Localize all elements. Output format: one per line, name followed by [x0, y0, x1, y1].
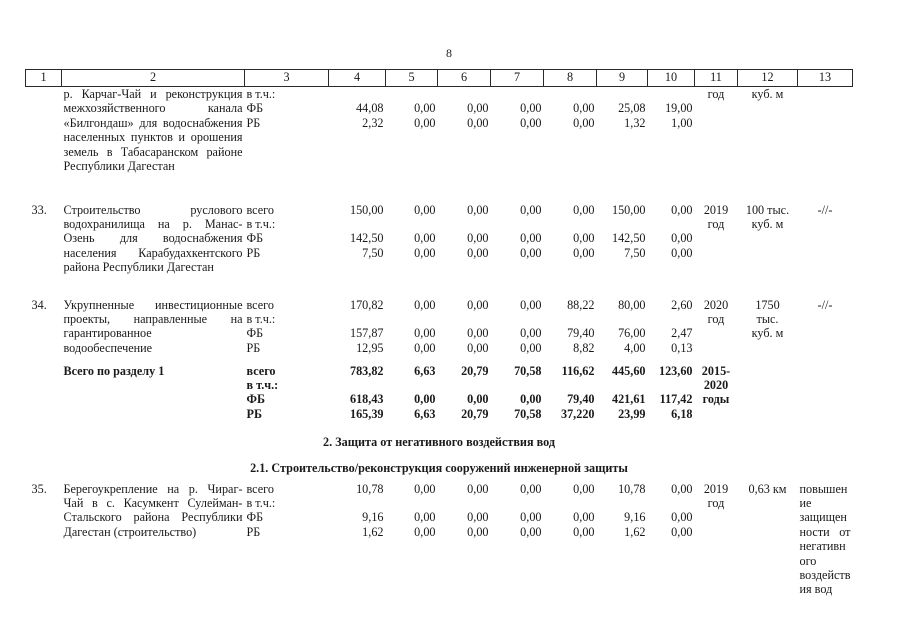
capacity-line: тыс.: [756, 311, 779, 326]
amount-value: [331, 496, 384, 510]
amount-value: 0,00: [520, 510, 542, 525]
amount-cell: [491, 482, 544, 597]
amount-value: 0,00: [573, 231, 595, 246]
funding-type-label: ФБ: [246, 392, 266, 407]
funding-type-label: всего: [246, 481, 274, 496]
amount-value: 0,00: [467, 231, 489, 246]
amount-value: 10,78: [618, 481, 646, 496]
amount-value: 0,00: [414, 245, 436, 260]
amount-value: 0,00: [573, 245, 595, 260]
amount-value: 0,00: [671, 202, 693, 217]
amount-value: [599, 87, 646, 101]
amount-cell: [648, 87, 695, 203]
amount-value: 0,00: [467, 524, 489, 539]
amount-value: 0,00: [414, 392, 436, 407]
amount-value: 0,00: [414, 297, 436, 312]
year-cell: [695, 482, 738, 597]
amount-value: [440, 496, 489, 510]
amount-value: 421,61: [611, 392, 646, 407]
amount-value: 70,58: [514, 406, 542, 421]
amount-cell: [544, 87, 597, 203]
amount-value: [331, 87, 384, 101]
amount-value: 0,00: [467, 340, 489, 355]
amount-value: 150,00: [611, 202, 646, 217]
amount-value: 20,79: [461, 406, 489, 421]
amount-value: 0,00: [414, 510, 436, 525]
column-number-cell: 7: [491, 70, 544, 87]
amount-cell: [386, 364, 438, 430]
row-number: 35.: [31, 481, 47, 496]
column-number-cell: 3: [245, 70, 329, 87]
amount-value: 0,00: [520, 231, 542, 246]
amount-value: [493, 496, 542, 510]
funding-type-label: РБ: [246, 524, 261, 539]
funding-type-label: РБ: [246, 406, 263, 421]
funding-type: [245, 203, 329, 298]
amount-value: [388, 496, 436, 510]
amount-value: [440, 217, 489, 231]
table-row: [26, 203, 853, 298]
amount-value: 0,00: [414, 524, 436, 539]
column-number-cell: 4: [329, 70, 386, 87]
year-line: год: [707, 495, 725, 510]
column-number-cell: 8: [544, 70, 597, 87]
amount-value: [493, 87, 542, 101]
amount-value: 0,13: [671, 340, 693, 355]
amount-value: 0,00: [573, 115, 595, 130]
funding-type-label: в т.ч.:: [246, 311, 276, 326]
amount-cell: [329, 482, 386, 597]
funding-type-label: ФБ: [246, 326, 264, 341]
column-number-cell: 11: [695, 70, 738, 87]
funding-type-label: РБ: [246, 245, 261, 260]
amount-cell: [386, 298, 438, 364]
amount-value: 150,00: [349, 202, 384, 217]
amount-value: [331, 378, 384, 392]
amount-value: 0,00: [520, 481, 542, 496]
total-label: Всего по разделу 1: [63, 363, 165, 378]
amount-value: [388, 217, 436, 231]
amount-value: 445,60: [611, 363, 646, 378]
amount-value: 6,63: [414, 406, 436, 421]
amount-cell: [597, 364, 648, 430]
effect-cell: [798, 364, 853, 430]
amount-value: 0,00: [573, 101, 595, 116]
amount-value: 0,00: [671, 231, 693, 246]
funding-type-label: РБ: [246, 115, 261, 130]
amount-cell: [544, 364, 597, 430]
program-table: [25, 69, 853, 597]
amount-value: [440, 378, 489, 392]
amount-value: 170,82: [349, 297, 384, 312]
amount-value: 79,40: [567, 392, 595, 407]
amount-value: 0,00: [467, 115, 489, 130]
amount-value: [331, 312, 384, 326]
amount-value: 1,00: [671, 115, 693, 130]
amount-value: 0,00: [671, 481, 693, 496]
amount-cell: [544, 298, 597, 364]
capacity-line: куб. м: [751, 326, 784, 341]
page-number: 8: [446, 46, 452, 60]
amount-value: 0,00: [467, 202, 489, 217]
capacity-cell: куб. м: [751, 87, 784, 101]
amount-value: [493, 312, 542, 326]
funding-type: [245, 364, 329, 430]
amount-value: 0,00: [414, 231, 436, 246]
amount-cell: [597, 298, 648, 364]
funding-type-label: всего: [246, 202, 274, 217]
amount-value: 1,62: [624, 524, 646, 539]
table-row: [26, 87, 853, 203]
column-number-cell: 1: [26, 70, 62, 87]
amount-cell: [597, 87, 648, 203]
amount-value: [650, 312, 693, 326]
amount-value: [650, 496, 693, 510]
row-number: 33.: [31, 202, 47, 217]
amount-value: 0,00: [520, 101, 542, 116]
amount-value: 0,00: [520, 524, 542, 539]
amount-value: 0,00: [414, 340, 436, 355]
amount-value: 0,00: [671, 245, 693, 260]
subsection-title: [26, 456, 853, 482]
amount-value: 0,00: [520, 297, 542, 312]
amount-cell: [329, 87, 386, 203]
amount-value: [650, 217, 693, 231]
amount-value: [493, 217, 542, 231]
capacity-line: 1750: [755, 297, 780, 312]
capacity-cell: [738, 298, 798, 364]
amount-value: 0,00: [520, 326, 542, 341]
object-description: Берегоукрепление на р. Чираг-Чай в с. Касумкент Сулейман-Стальского района Республики Дагестан (строительство): [63, 481, 243, 539]
year-line: 2015-: [701, 363, 731, 378]
amount-cell: [491, 298, 544, 364]
amount-value: [331, 217, 384, 231]
subsection-title-text: 2.1. Строительство/реконструкция сооружений инженерной защиты: [250, 461, 628, 476]
amount-value: 117,42: [659, 392, 693, 407]
amount-value: 0,00: [573, 481, 595, 496]
amount-value: 6,18: [671, 406, 693, 421]
amount-cell: [438, 364, 491, 430]
amount-value: 0,00: [520, 115, 542, 130]
year-cell: [695, 203, 738, 298]
amount-value: 0,00: [467, 510, 489, 525]
amount-value: [650, 378, 693, 392]
funding-type-label: ФБ: [246, 101, 264, 116]
amount-value: [388, 312, 436, 326]
amount-value: [546, 378, 595, 392]
amount-cell: [438, 482, 491, 597]
amount-cell: [491, 203, 544, 298]
amount-cell: [386, 203, 438, 298]
amount-value: [650, 87, 693, 101]
amount-value: 70,58: [514, 363, 542, 378]
section-title-text: 2. Защита от негативного воздействия вод: [322, 435, 555, 450]
amount-value: 0,00: [467, 101, 489, 116]
amount-value: 23,99: [618, 406, 646, 421]
column-number-cell: 9: [597, 70, 648, 87]
amount-value: 1,62: [362, 524, 384, 539]
amount-value: 2,60: [671, 297, 693, 312]
object-description: Строительство руслового водохранилища на р. Манас-Озень для водоснабжения населения Карабудахкентского района Республики Дагестан: [63, 202, 243, 275]
amount-value: 142,50: [611, 231, 646, 246]
funding-type-label: в т.ч.:: [246, 495, 276, 510]
amount-value: 0,00: [467, 297, 489, 312]
capacity-cell: [738, 364, 798, 430]
funding-type-label: в т.ч.:: [246, 216, 276, 231]
year-line: годы: [702, 392, 730, 407]
funding-type-label: в т.ч.:: [246, 87, 276, 101]
column-number-cell: 5: [386, 70, 438, 87]
year-cell: [695, 298, 738, 364]
funding-type: [245, 87, 329, 203]
amount-value: 37,220: [560, 406, 595, 421]
table-row: [26, 298, 853, 364]
amount-value: 20,79: [461, 363, 489, 378]
amount-cell: [648, 482, 695, 597]
amount-cell: [329, 298, 386, 364]
amount-value: 0,00: [671, 524, 693, 539]
amount-value: 0,00: [573, 202, 595, 217]
column-number-cell: 2: [62, 70, 245, 87]
amount-cell: [438, 87, 491, 203]
funding-type-label: ФБ: [246, 510, 264, 525]
effect-cell: -//-: [817, 297, 833, 312]
amount-value: [493, 378, 542, 392]
amount-value: 0,00: [414, 202, 436, 217]
amount-value: 157,87: [349, 326, 384, 341]
amount-value: [599, 378, 646, 392]
amount-value: 7,50: [624, 245, 646, 260]
amount-cell: [438, 298, 491, 364]
column-number-cell: 6: [438, 70, 491, 87]
amount-value: 19,00: [665, 101, 693, 116]
object-description: Укрупненные инвестиционные проекты, направленные на гарантированное водообеспечение: [63, 297, 243, 355]
amount-value: 9,16: [362, 510, 384, 525]
funding-type-label: всего: [246, 363, 276, 378]
amount-value: [546, 87, 595, 101]
year-line: год: [707, 216, 725, 231]
amount-cell: [597, 482, 648, 597]
object-description: р. Карчаг-Чай и реконструкция межхозяйственного канала «Билгондаш» для водоснабжения населенных пунктов и орошения земель в Табасаранском районе Республики Дагестан: [63, 87, 243, 174]
amount-cell: [386, 482, 438, 597]
amount-value: [388, 87, 436, 101]
amount-value: 165,39: [349, 406, 384, 421]
amount-value: 79,40: [567, 326, 595, 341]
amount-value: 80,00: [618, 297, 646, 312]
effect-cell: -//-: [817, 202, 833, 217]
year-line: 2019: [703, 202, 729, 217]
capacity-cell: 0,63 км: [748, 481, 787, 496]
row-number: 34.: [31, 297, 47, 312]
amount-value: 9,16: [624, 510, 646, 525]
amount-value: [599, 496, 646, 510]
amount-value: 6,63: [414, 363, 436, 378]
amount-cell: [544, 203, 597, 298]
amount-cell: [544, 482, 597, 597]
amount-cell: [648, 298, 695, 364]
funding-type-label: ФБ: [246, 231, 264, 246]
year-line: 2020: [703, 297, 729, 312]
table-row: [26, 482, 853, 597]
amount-value: 116,62: [561, 363, 595, 378]
amount-cell: [597, 203, 648, 298]
amount-value: 7,50: [362, 245, 384, 260]
funding-type-label: всего: [246, 297, 274, 312]
amount-value: 0,00: [520, 392, 542, 407]
column-number-cell: 12: [738, 70, 798, 87]
amount-value: 0,00: [520, 340, 542, 355]
amount-value: 0,00: [671, 510, 693, 525]
amount-value: 0,00: [467, 481, 489, 496]
amount-value: 76,00: [618, 326, 646, 341]
amount-value: 0,00: [467, 326, 489, 341]
funding-type: [245, 482, 329, 597]
year-cell: год: [707, 87, 725, 101]
capacity-line: куб. м: [751, 216, 784, 231]
amount-value: [388, 378, 436, 392]
effect-cell: [798, 87, 853, 203]
amount-cell: [648, 364, 695, 430]
amount-cell: [386, 87, 438, 203]
amount-cell: [438, 203, 491, 298]
amount-value: 0,00: [573, 510, 595, 525]
amount-value: 0,00: [414, 481, 436, 496]
column-number-cell: 10: [648, 70, 695, 87]
amount-value: 1,32: [624, 115, 646, 130]
amount-value: 0,00: [573, 524, 595, 539]
amount-value: 0,00: [414, 101, 436, 116]
amount-value: 8,82: [573, 340, 595, 355]
amount-cell: [329, 364, 386, 430]
effect-cell: повышение защищенности от негативного воздействия вод: [799, 481, 851, 597]
amount-value: 25,08: [618, 101, 646, 116]
funding-type-label: РБ: [246, 340, 261, 355]
amount-value: [599, 312, 646, 326]
column-number-row: [26, 70, 853, 87]
amount-cell: [491, 364, 544, 430]
year-cell: [695, 364, 738, 430]
amount-value: 10,78: [356, 481, 384, 496]
amount-cell: [648, 203, 695, 298]
amount-value: [546, 496, 595, 510]
amount-value: [546, 217, 595, 231]
amount-value: 783,82: [349, 363, 384, 378]
section-title: [26, 430, 853, 456]
amount-value: [440, 312, 489, 326]
funding-type-label: в т.ч.:: [246, 377, 279, 392]
year-line: 2020: [703, 377, 729, 392]
amount-value: [546, 312, 595, 326]
amount-value: [599, 217, 646, 231]
capacity-cell: [738, 203, 798, 298]
amount-value: 0,00: [414, 115, 436, 130]
amount-value: 142,50: [349, 231, 384, 246]
column-number-cell: 13: [798, 70, 853, 87]
amount-value: 88,22: [567, 297, 595, 312]
amount-value: 0,00: [520, 245, 542, 260]
year-line: год: [707, 311, 725, 326]
section-total-row: [26, 364, 853, 430]
amount-value: 4,00: [624, 340, 646, 355]
amount-value: 2,32: [362, 115, 384, 130]
row-number: [26, 87, 62, 203]
amount-value: 0,00: [467, 245, 489, 260]
amount-cell: [329, 203, 386, 298]
amount-value: 0,00: [520, 202, 542, 217]
row-number: [26, 364, 62, 430]
year-line: 2019: [703, 481, 729, 496]
amount-value: 12,95: [356, 340, 384, 355]
amount-value: 44,08: [356, 101, 384, 116]
amount-value: 2,47: [671, 326, 693, 341]
amount-value: 618,43: [349, 392, 384, 407]
amount-value: 0,00: [467, 392, 489, 407]
amount-value: 123,60: [658, 363, 693, 378]
amount-value: [440, 87, 489, 101]
amount-cell: [491, 87, 544, 203]
funding-type: [245, 298, 329, 364]
capacity-line: 100 тыс.: [745, 202, 790, 217]
amount-value: 0,00: [414, 326, 436, 341]
